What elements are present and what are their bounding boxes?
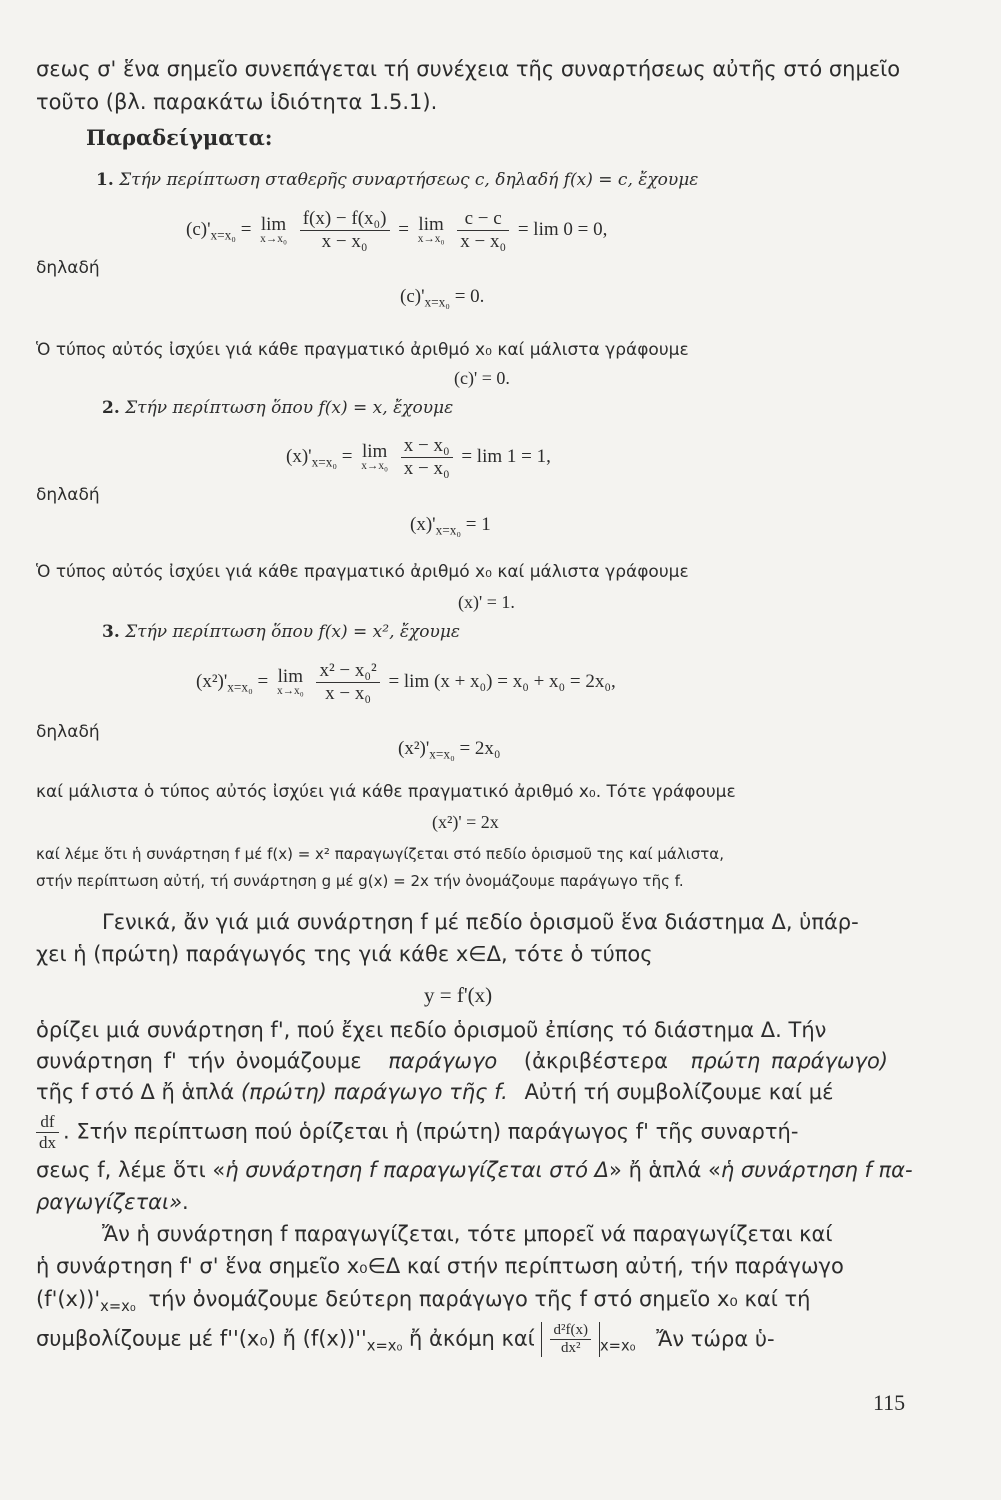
label-dilady: δηλαδή [36,485,100,505]
lim-operator: lim x→x₀ [276,666,304,698]
formula: (x)' = 1. [458,592,515,612]
fraction: $\frac{c - c}{\text{x − x₀}}$ [457,208,509,253]
equation-1: $(c)'_{x=x_0} = \lim$ x→x₀ $\frac{\text{f(x) − f(x₀)}}{\text{x − x₀}}$ = lim x→x₀ $\frac{c - c}{\text{x − x₀}}$ = lim 0 = 0, [186,208,608,252]
eq-sub: x=x₀ [210,227,236,243]
example-number: 3. [102,622,120,642]
text-line: σεως σ' ἕνα σημεῖο συνεπάγεται τή συνέχεια τῆς συναρτήσεως αὐτῆς στό σημεῖο [36,57,901,81]
example-number: 1. [96,170,114,190]
lim-operator: lim x→x₀ [361,441,388,473]
eq-rhs: = lim 0 = 0, [517,218,608,240]
example-text: Στήν περίπτωση σταθερῆς συναρτήσεως c, δηλαδή f(x) = c, ἔχουμε [119,170,699,190]
lim-operator: lim x→x₀ [417,214,445,246]
text-line: Γενικά, ἄν γιά μιά συνάρτηση f μέ πεδίο ὁρισμοῦ ἕνα διάστημα Δ, ὑπάρ- [102,910,859,934]
fraction: $\frac{\text{d²f(x)}}{\text{dx²}}$ [550,1322,590,1357]
text-line: Ἄν ἡ συνάρτηση f παραγωγίζεται, τότε μπορεῖ νά παραγωγίζεται καί [102,1222,833,1246]
text-line: ὁρίζει μιά συνάρτηση f', πού ἔχει πεδίο ὁρισμοῦ ἐπίσης τό διάστημα Δ. Τήν [36,1018,827,1042]
formula: (x²)' = 2x [432,812,499,832]
equation-1b: $(c)'_{x=x_0} = 0$. [400,286,485,310]
formula: (c)' = 0. [454,368,510,388]
equation-2: $(x)'_{x=x_0} = \lim$ x→x₀ $\frac{\text{x − x₀}}{\text{x − x₀}}$ = lim 1 = 1, [286,435,551,479]
text-line: καί μάλιστα ὁ τύπος αὐτός ἰσχύει γιά κάθε πραγματικό ἀριθμό x₀. Τότε γράφουμε [36,782,736,802]
example-3-intro [102,622,460,642]
equation-3b: $(x^2)'_{x=x_0} = 2x_0$ [398,738,501,762]
example-number: 2. [102,398,120,418]
text-line: σεως f, λέμε ὅτι «ἡ συνάρτηση f παραγωγίζεται στό Δ» ἤ ἁπλά «ἡ συνάρτηση f πα- [36,1158,913,1182]
fraction: $\frac{df}{dx}$ [36,1112,59,1153]
text-line: συμβολίζουμε μέ f''(x₀) ἤ $(f(x))''_{x=x_0}$ ἤ ἀκόμη καί $\frac{\text{d²f(x)}}{\text{dx²}}$ $_{x=x_0}$ Ἄν τώρα ὑ- [36,1322,775,1356]
text-line: Ὁ τύπος αὐτός ἰσχύει γιά κάθε πραγματικό ἀριθμό x₀ καί μάλιστα γράφουμε [36,340,689,360]
text-line: $\frac{df}{dx}$ . Στήν περίπτωση πού ὁρίζεται ἡ (πρώτη) παράγωγος f' τῆς συναρτή- [36,1112,798,1153]
example-1-intro [96,170,698,190]
text-line: στήν περίπτωση αὐτή, τή συνάρτηση g μέ g(x) = 2x τήν ὀνομάζουμε παράγωγο τῆς f. [36,872,684,890]
text-line: ραγωγίζεται». [36,1190,189,1214]
label-dilady: δηλαδή [36,722,100,742]
fraction: $\frac{\text{x² − x₀²}}{\text{x − x₀}}$ [316,660,379,705]
example-text: Στήν περίπτωση ὅπου f(x) = x, ἔχουμε [125,398,454,418]
equation-2b: $(x)'_{x=x_0} = 1$ [410,514,491,538]
label-dilady: δηλαδή [36,258,100,278]
text-line: τῆς f στό Δ ἤ ἁπλά (πρώτη) παράγωγο τῆς f. Αὐτή τή συμβολίζουμε καί μέ [36,1080,834,1104]
bracket-expression [541,1322,599,1357]
formula: y = f'(x) [424,983,493,1007]
fraction: $\frac{\text{f(x) − f(x₀)}}{\text{x − x₀}}$ [300,208,390,253]
section-heading: Παραδείγματα: [86,125,273,150]
lim-operator: lim x→x₀ [260,214,287,246]
fraction: $\frac{\text{x − x₀}}{\text{x − x₀}}$ [401,435,453,480]
text-line: καί λέμε ὅτι ἡ συνάρτηση f μέ f(x) = x² παραγωγίζεται στό πεδίο ὁρισμοῦ της καί μάλιστα, [36,845,724,863]
text-line: $(f'(x))'_{x=x_0}$ τήν ὀνομάζουμε δεύτερη παράγωγο τῆς f στό σημεῖο x₀ καί τή [36,1287,811,1316]
eq-lhs: (c)' [186,218,211,240]
text-line: συνάρτηση f' τήν ὀνομάζουμε παράγωγο (ἀκριβέστερα πρώτη παράγωγο) [36,1049,888,1073]
text-line: ἡ συνάρτηση f' σ' ἕνα σημεῖο x₀∈Δ καί στήν περίπτωση αὐτή, τήν παράγωγο [36,1254,844,1278]
example-2-intro [102,398,453,418]
example-text: Στήν περίπτωση ὅπου f(x) = x², ἔχουμε [125,622,461,642]
page-number: 115 [873,1390,906,1415]
text-line: τοῦτο (βλ. παρακάτω ἰδιότητα 1.5.1). [36,90,438,114]
text-line: χει ἡ (πρώτη) παράγωγός της γιά κάθε x∈Δ, τότε ὁ τύπος [36,942,653,966]
equation-3: $(x^2)'_{x=x_0} = \lim$ x→x₀ $\frac{\text{x² − x₀²}}{\text{x − x₀}}$ = lim (x + x₀) = x₀ + x₀ = 2x₀, [196,660,616,704]
eq-sign: = [240,218,252,240]
text-line: Ὁ τύπος αὐτός ἰσχύει γιά κάθε πραγματικό ἀριθμό x₀ καί μάλιστα γράφουμε [36,562,689,582]
